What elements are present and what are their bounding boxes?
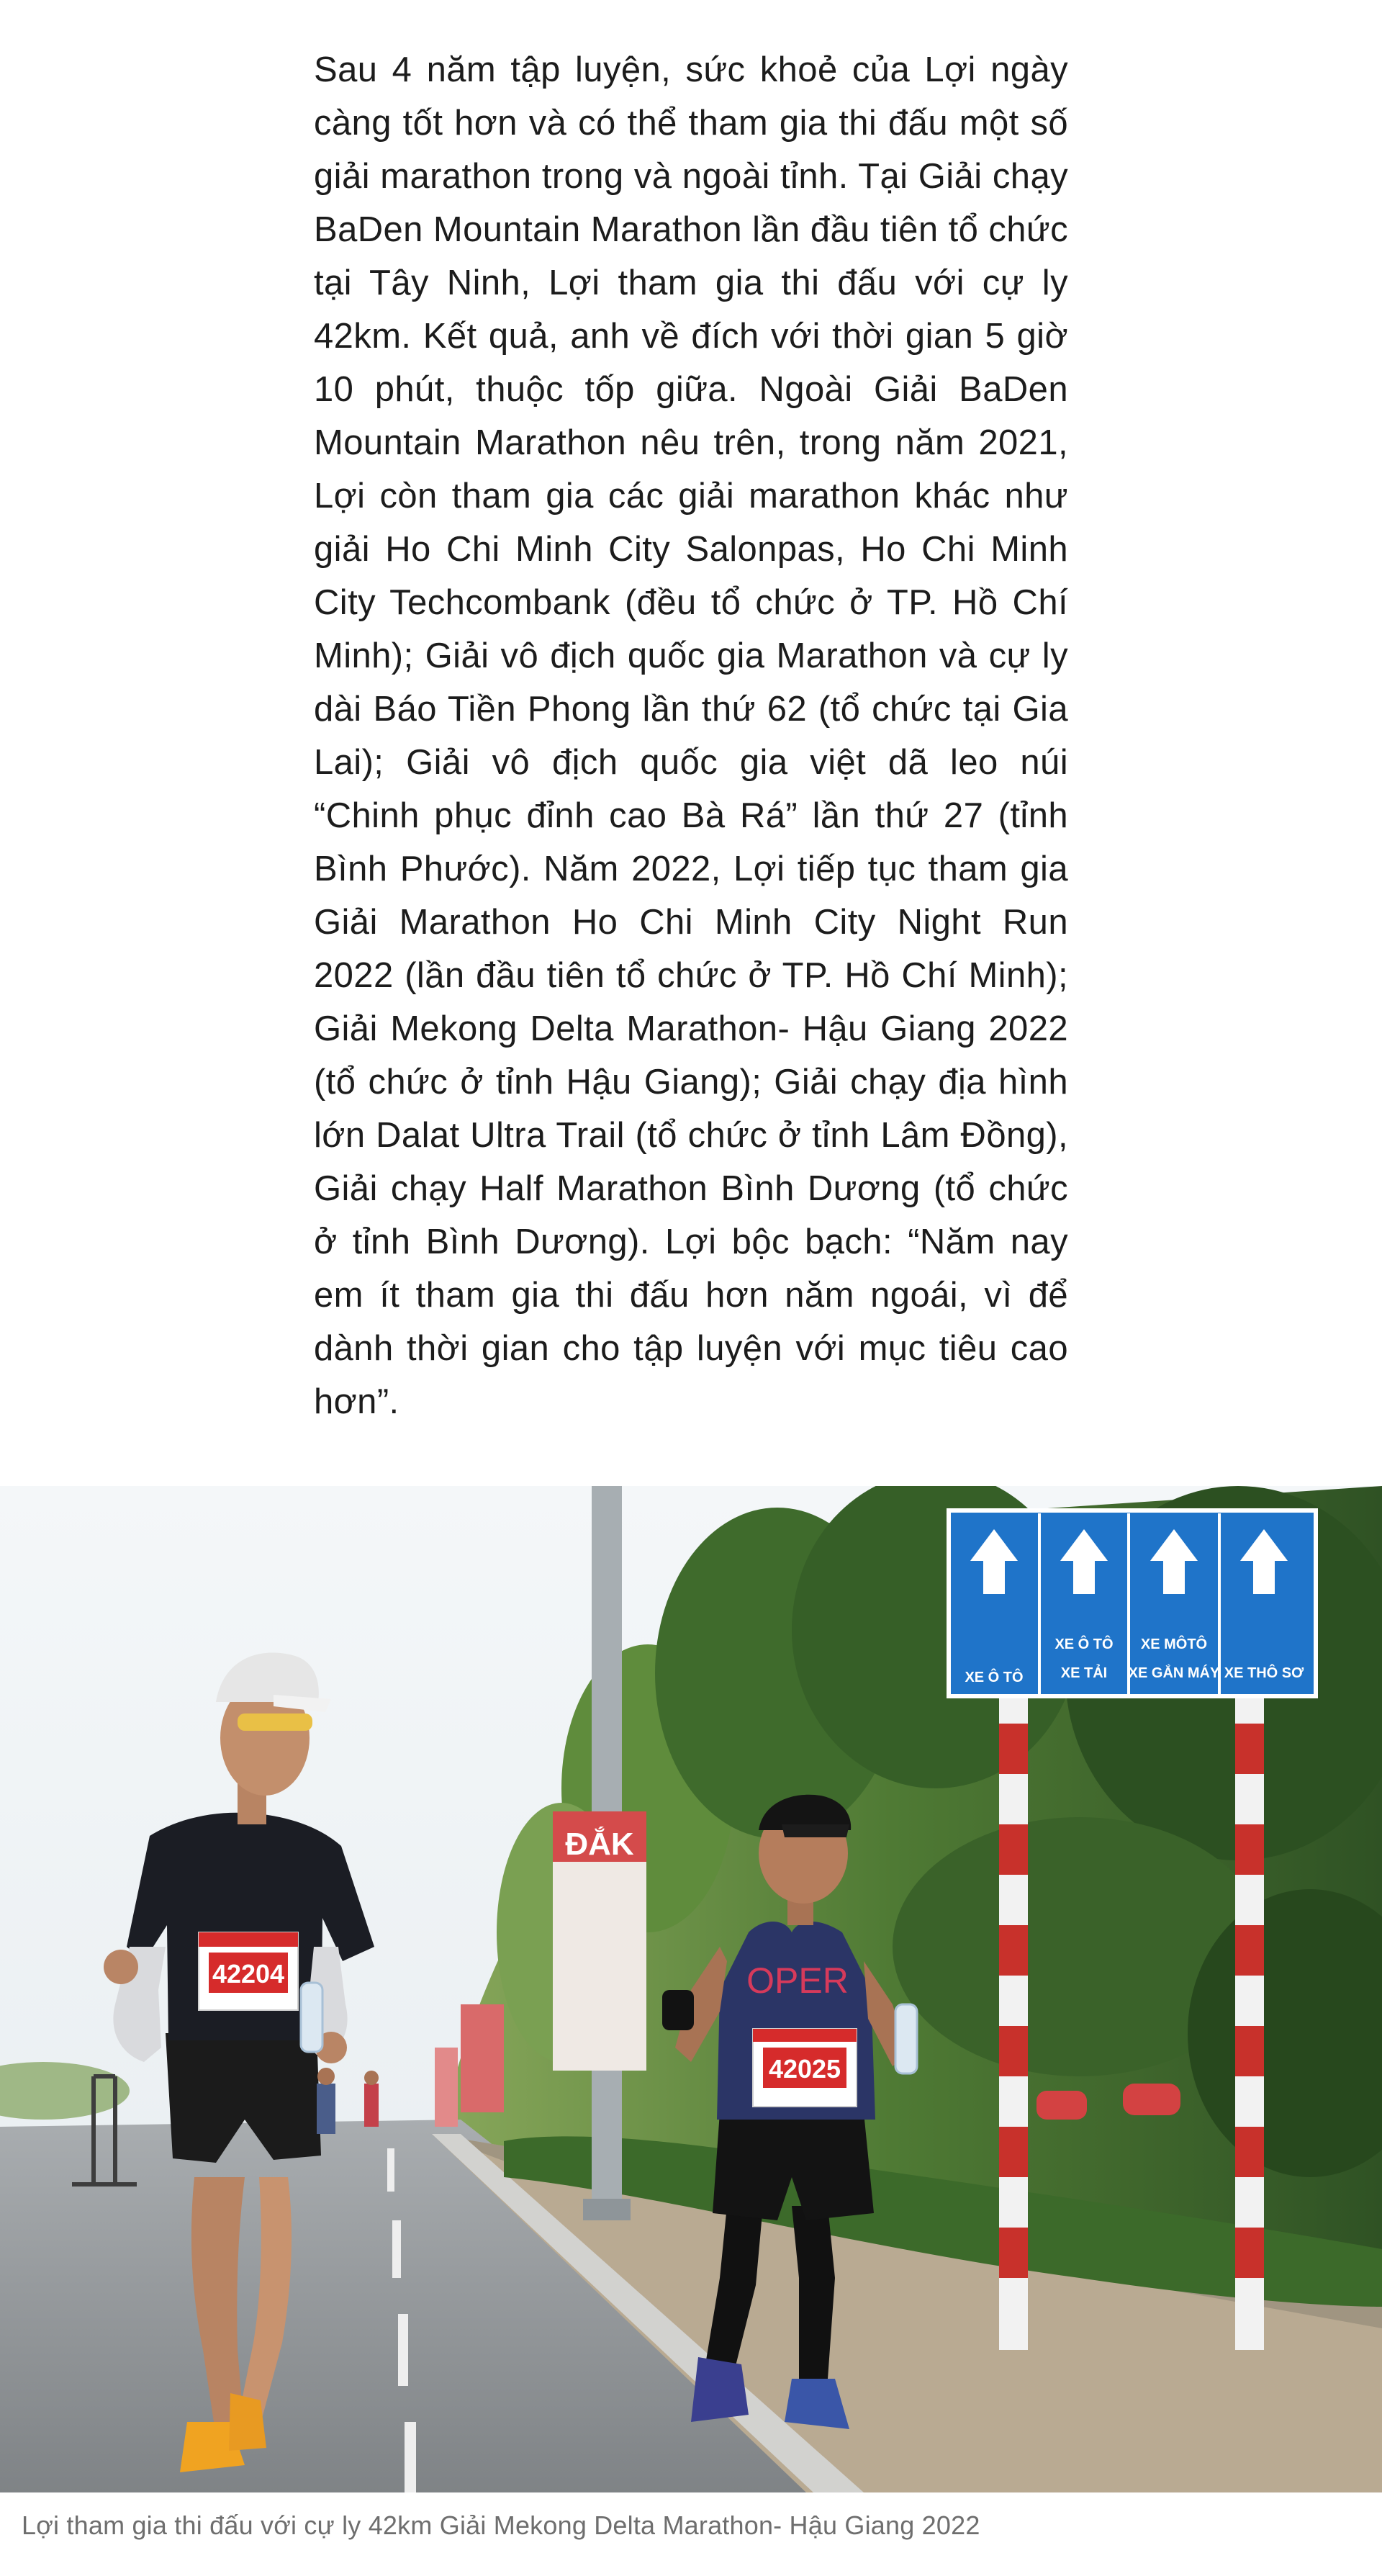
shirt-text: OPER (746, 1960, 849, 2001)
bib-number-left: 42204 (212, 1959, 285, 1989)
sign-label: XE GẮN MÁY (1128, 1665, 1220, 1681)
sign-label: XE MÔTÔ (1140, 1636, 1208, 1652)
photo-caption: Lợi tham gia thi đấu với cự ly 42km Giải Mekong Delta Marathon- Hậu Giang 2022 (22, 2510, 980, 2540)
sign-label: XE Ô TÔ (965, 1670, 1024, 1685)
sign-label: XE THÔ SƠ (1224, 1665, 1304, 1681)
article-paragraph: Sau 4 năm tập luyện, sức khoẻ của Lợi ngày càng tốt hơn và có thể tham gia thi đấu một số giải marathon trong và ngoài tỉnh. Tại Giải chạy BaDen Mountain Marathon lần đầu tiên tổ chức tại Tây Ninh, Lợi tham gia thi đấu với cự ly 42km. Kết quả, anh về đích với thời gian 5 giờ 10 phút, thuộc tốp giữa. Ngoài Giải BaDen Mountain Marathon nêu trên, trong năm 2021, Lợi còn tham gia các giải marathon khác như giải Ho Chi Minh City Salonpas, Ho Chi Minh City Techcombank (đều tổ chức ở TP. Hồ Chí Minh); Giải vô địch quốc gia Marathon và cự ly dài Báo Tiền Phong lần thứ 62 (tổ chức tại Gia Lai); Giải vô địch quốc gia việt dã leo núi “Chinh phục đỉnh cao Bà Rá” lần thứ 27 (tỉnh Bình Phước). Năm 2022, Lợi tiếp tục tham gia Giải Marathon Ho Chi Minh City Night Run 2022 (lần đầu tiên tổ chức ở TP. Hồ Chí Minh); Giải Mekong Delta Marathon- Hậu Giang 2022 (tổ chức ở tỉnh Hậu Giang); Giải chạy địa hình lớn Dalat Ultra Trail (tổ chức ở tỉnh Lâm Đồng), Giải chạy Half Marathon Bình Dương (tổ chức ở tỉnh Bình Dương). Lợi bộc bạch: “Năm nay em ít tham gia thi đấu hơn năm ngoái, vì để dành thời gian cho tập luyện với mục tiêu cao hơn”. (314, 50, 1068, 1421)
sign-label: XE TẢI (1060, 1665, 1108, 1681)
sign-label: XE Ô TÔ (1054, 1636, 1114, 1652)
race-photo (0, 1486, 1382, 2492)
bib-number-right: 42025 (768, 2054, 841, 2084)
banner-text: ĐẮK (565, 1827, 634, 1862)
